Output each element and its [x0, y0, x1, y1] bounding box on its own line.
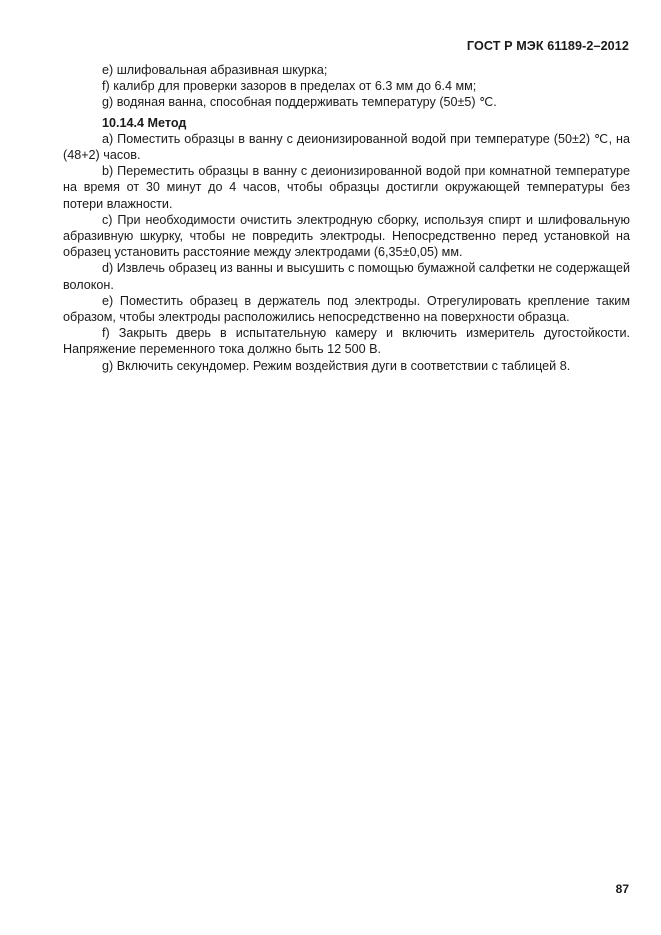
method-step-c: c) При необходимости очистить электродную сборку, используя спирт и шлифовальную абразивную шкурку, чтобы не повредить электроды. Непосредственно перед установкой на образец установить расстояние между электродами (6,35±0,05) мм. [63, 212, 630, 260]
method-step-d: d) Извлечь образец из ванны и высушить с помощью бумажной салфетки не содержащей волокон. [63, 261, 630, 292]
method-step-a: a) Поместить образцы в ванну с деионизированной водой при температуре (50±2) ℃, на (48+2) часов. [63, 131, 630, 163]
document-header: ГОСТ Р МЭК 61189-2–2012 [466, 39, 629, 53]
equipment-item-f: f) калибр для проверки зазоров в пределах от 6.3 мм до 6.4 мм; [102, 79, 477, 94]
method-step-f: f) Закрыть дверь в испытательную камеру и включить измеритель дугостойкости. Напряжение переменного тока должно быть 12 500 В. [63, 326, 630, 357]
equipment-item-e: e) шлифовальная абразивная шкурка; [102, 63, 328, 77]
method-step-b: b) Переместить образцы в ванну с деионизированной водой при комнатной температуре на время от 30 минут до 4 часов, чтобы образцы достигли окружающей температуры без потери влажности. [63, 164, 630, 211]
method-step-g: g) Включить секундомер. Режим воздействия дуги в соответствии с таблицей 8. [102, 358, 571, 373]
method-step-e: e) Поместить образец в держатель под электроды. Отрегулировать крепление таким образом, чтобы электроды расположились непосредственно на поверхности образца. [63, 293, 630, 325]
equipment-item-g: g) водяная ванна, способная поддерживать температуру (50±5) ℃. [102, 95, 497, 110]
document-body [63, 62, 630, 374]
page-number: 87 [615, 881, 629, 896]
section-heading: 10.14.4 Метод [102, 115, 187, 130]
